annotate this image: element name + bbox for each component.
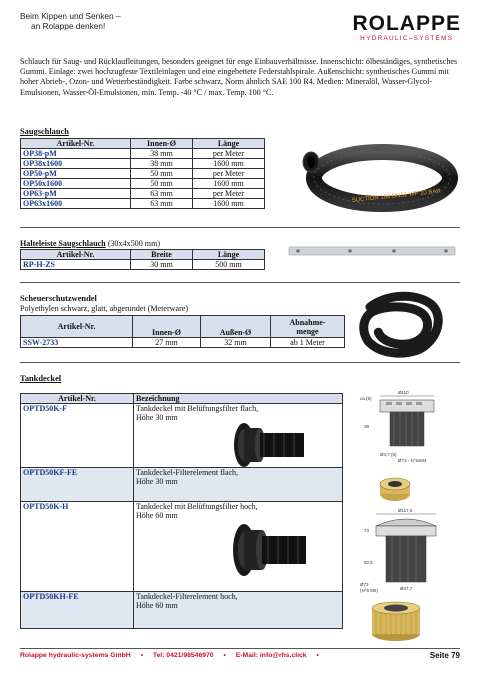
spiral-wrap-image xyxy=(358,291,444,359)
divider xyxy=(20,362,460,363)
description-line2: Höhe 30 mm xyxy=(136,477,178,486)
col-artikel: Artikel-Nr. xyxy=(21,250,131,260)
col-abnahme-line1: Abnahme- xyxy=(289,317,326,327)
cell: 63 mm xyxy=(131,199,193,209)
cell: 1600 mm xyxy=(193,199,265,209)
description-cell xyxy=(134,592,343,629)
description-cell xyxy=(134,468,343,502)
dim-label: ca.(5) xyxy=(360,396,372,401)
saugschlauch-table xyxy=(20,138,265,209)
footer xyxy=(20,652,460,659)
table-row xyxy=(21,159,265,169)
mounting-bar-image xyxy=(288,244,456,258)
scheuer-subtitle: Polyethylen schwarz, glatt, abgerundet (Meterware) xyxy=(20,304,189,313)
dim-label: Ø73 xyxy=(360,582,369,587)
article-code: OP63x1600 xyxy=(21,199,131,209)
table-row xyxy=(21,338,345,348)
table-row xyxy=(21,199,265,209)
dim-label: Ø4,7 (6) xyxy=(380,452,397,457)
article-code: OP50-pM xyxy=(21,169,131,179)
dim-label: Ø47,7 xyxy=(400,586,413,591)
description-line2: Höhe 30 mm xyxy=(136,413,178,422)
table-row xyxy=(21,260,265,270)
halteleiste-title xyxy=(20,239,160,248)
suction-hose-image xyxy=(300,128,460,223)
section-title-saugschlauch: Saugschlauch xyxy=(20,127,69,136)
bullet-separator: • xyxy=(223,652,226,659)
description-line1: Tankdeckel mit Belüftungsfilter flach, xyxy=(136,404,259,413)
table-row xyxy=(21,189,265,199)
dim-label: 38 xyxy=(364,424,370,429)
article-code: OPTD50KH-FE xyxy=(21,592,134,629)
logo-name: ROLAPPE xyxy=(352,12,461,35)
tagline-line1: Beim Kippen und Senken – xyxy=(20,11,121,21)
dim-label: Ø117,5 xyxy=(398,508,413,513)
table-row xyxy=(21,169,265,179)
cell: 500 mm xyxy=(193,260,265,270)
description-line1: Tankdeckel mit Belüftungsfilter hoch, xyxy=(136,502,258,511)
article-code: OPTD50K-F xyxy=(21,404,134,468)
tank-cap-flat-drawing xyxy=(358,388,454,466)
rolappe-logo xyxy=(352,13,461,43)
article-code: OPTD50KF-FE xyxy=(21,468,134,502)
col-innen: Innen-Ø xyxy=(133,316,201,338)
cell: ab 1 Meter xyxy=(271,338,345,348)
table-header-row xyxy=(21,250,265,260)
bullet-separator: • xyxy=(140,652,143,659)
cell: 38 mm xyxy=(131,159,193,169)
col-breite: Breite xyxy=(131,250,193,260)
divider xyxy=(20,282,460,283)
article-code: SSW-2733 xyxy=(21,338,133,348)
col-abnahme-line2: menge xyxy=(296,326,319,336)
description-line1: Tankdeckel-Filterelement flach, xyxy=(136,468,239,477)
footer-company: Rolappe hydraulic-systems GmbH xyxy=(20,652,131,659)
cell: 27 mm xyxy=(133,338,201,348)
divider xyxy=(20,648,460,649)
cell: per Meter xyxy=(193,189,265,199)
scheuer-table xyxy=(20,315,345,348)
table-row xyxy=(21,149,265,159)
halteleiste-dimensions: (30x4x500 mm) xyxy=(105,239,161,248)
table-header-row xyxy=(21,394,343,404)
cell: 30 mm xyxy=(131,260,193,270)
article-code: OP63-pM xyxy=(21,189,131,199)
description-line1: Tankdeckel-Filterelement hoch, xyxy=(136,592,238,601)
divider xyxy=(20,227,460,228)
dim-label: Ø73 - N°6xM4 xyxy=(398,458,427,463)
tank-cap-high-image xyxy=(230,520,312,580)
logo-subtitle: HYDRAULIC–SYSTEMS xyxy=(360,35,454,42)
table-row xyxy=(21,468,343,502)
article-code: OPTD50K-H xyxy=(21,502,134,592)
table-row xyxy=(21,179,265,189)
footer-email[interactable]: E-Mail: info@rhs.click xyxy=(235,652,307,659)
col-artikel: Artikel-Nr. xyxy=(21,394,134,404)
col-abnahme xyxy=(271,316,345,338)
cell: 50 mm xyxy=(131,179,193,189)
filter-element-high-image xyxy=(368,600,424,642)
description-line2: Höhe 60 mm xyxy=(136,601,178,610)
cell: 32 mm xyxy=(201,338,271,348)
tank-cap-flat-image xyxy=(230,420,312,470)
cell: per Meter xyxy=(193,169,265,179)
article-code: OP50x1600 xyxy=(21,179,131,189)
section-title-scheuerschutzwendel: Scheuerschutzwendel xyxy=(20,294,97,303)
article-code: RP-H-ZS xyxy=(21,260,131,270)
dim-label: Ø110 xyxy=(398,390,409,395)
cell: per Meter xyxy=(193,149,265,159)
col-bezeichnung: Bezeichnung xyxy=(134,394,343,404)
col-artikel: Artikel-Nr. xyxy=(21,316,133,338)
article-code: OP38-pM xyxy=(21,149,131,159)
col-laenge: Länge xyxy=(193,250,265,260)
dim-label: (N°6 M5) xyxy=(360,588,379,593)
filter-element-flat-image xyxy=(378,476,412,502)
col-artikel: Artikel-Nr. xyxy=(21,139,131,149)
article-code: OP38x1600 xyxy=(21,159,131,169)
table-header-row xyxy=(21,139,265,149)
tank-cap-high-drawing xyxy=(356,508,456,594)
dim-label: 74 xyxy=(364,528,370,533)
table-row xyxy=(21,592,343,629)
cell: 1600 mm xyxy=(193,179,265,189)
halteleiste-table xyxy=(20,249,265,270)
table-header-row xyxy=(21,316,345,338)
cell: 1600 mm xyxy=(193,159,265,169)
hose-print-text: SUCTION 150 DN51 WP 10 BAR xyxy=(351,188,441,204)
col-aussen: Außen-Ø xyxy=(201,316,271,338)
section-title-tankdeckel: Tankdeckel xyxy=(20,374,62,383)
page-number: Seite 79 xyxy=(429,651,460,660)
bullet-separator: • xyxy=(316,652,319,659)
intro-text: Schlauch für Saug- und Rücklaufleitungen, besonders geeignet für enge Einbauverhältnisse. Innenschicht: ölbeständiges, synthetisches Gummi. Einlage: zwei hochzugfeste Textileinlagen und eine eingebettete Federstahlspirale. Außenschicht: synthetisches Gummi mit hoher Abrieb-, Ozon- und Wetterbeständigkeit. Farbe schwarz, Norm ähnlich SAE 100 R4. Medien: Mineralöl, Wasser-Glycol-Emulsionen, Wasser-Öl-Emulsionen, min. Temp. -40 °C / max. Temp. 100 °C. xyxy=(20,57,458,97)
cell: 38 mm xyxy=(131,149,193,159)
col-laenge: Länge xyxy=(193,139,265,149)
tagline xyxy=(20,11,121,31)
col-innen: Innen-Ø xyxy=(131,139,193,149)
tagline-line2: an Rolappe denken! xyxy=(31,21,106,31)
dim-label: 92,5 xyxy=(364,560,373,565)
description-line2: Höhe 60 mm xyxy=(136,511,178,520)
cell: 50 mm xyxy=(131,169,193,179)
footer-phone: Tel: 0421/98546970 xyxy=(152,652,214,659)
section-title-halteleiste: Halteleiste Saugschlauch xyxy=(20,239,106,248)
cell: 63 mm xyxy=(131,189,193,199)
